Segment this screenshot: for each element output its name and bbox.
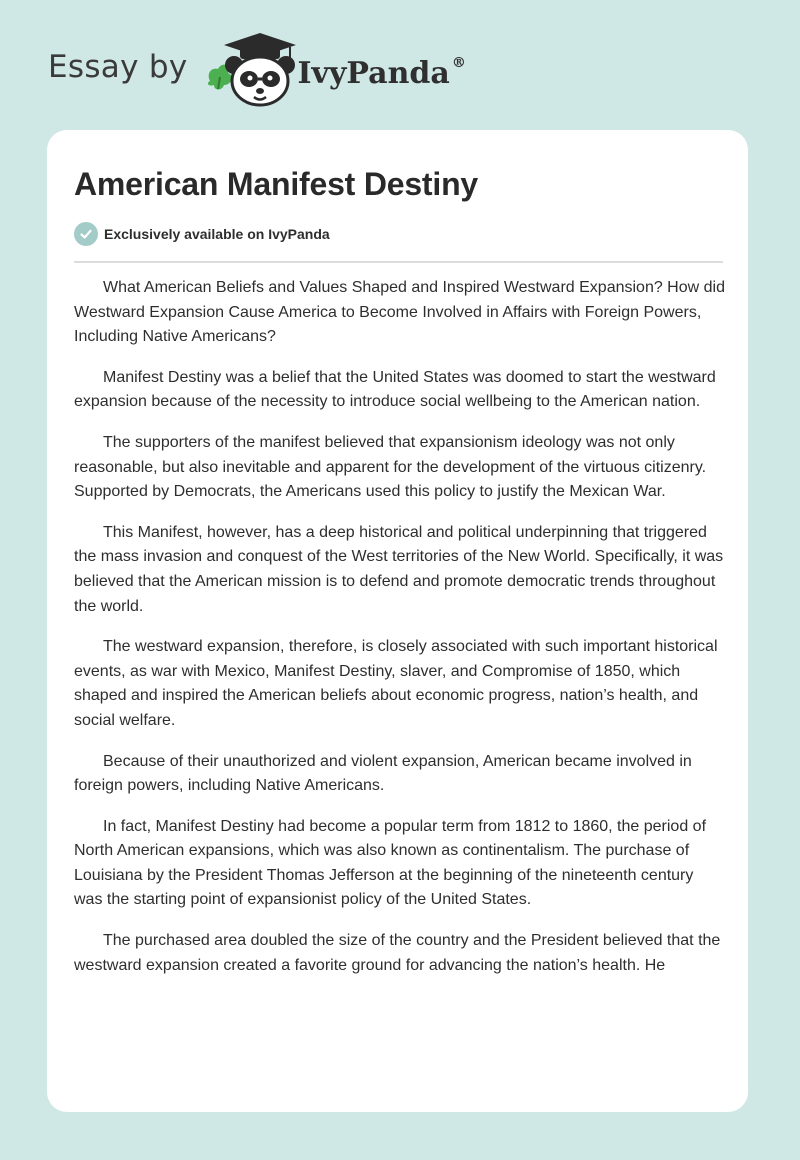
- check-circle-icon: [74, 222, 98, 246]
- brand-name: IvyPanda ®: [297, 55, 466, 91]
- page-title: American Manifest Destiny: [74, 166, 479, 202]
- badge-label: Exclusively available on IvyPanda: [104, 226, 330, 242]
- paragraph: What American Beliefs and Values Shaped and Inspired Westward Expansion? How did Westward Expansion Cause America to Become Involved in Affairs with Foreign Powers, Including Native Americans?: [74, 279, 725, 346]
- paragraph: The supporters of the manifest believed that expansionism ideology was not only reasonable, but also inevitable and apparent for the development of the virtuous citizenry. Supported by Democrats, the Americans used this policy to justify the Mexican War.: [74, 433, 707, 501]
- paragraph: Because of their unauthorized and violent expansion, American became involved in foreign powers, including Native Americans.: [74, 752, 692, 795]
- site-header: [48, 30, 466, 110]
- paragraph: In fact, Manifest Destiny had become a popular term from 1812 to 1860, the period of North American expansions, which was also known as continentalism. The purchase of Louisiana by the President Thomas Jefferson at the beginning of the nineteenth century was the starting point of expansionist policy of the United States.: [74, 817, 707, 909]
- essay-card: [47, 130, 748, 1112]
- essay-by-label: Essay by: [48, 49, 188, 85]
- trademark-symbol: ®: [451, 55, 466, 71]
- exclusive-badge: [74, 222, 330, 246]
- paragraph: This Manifest, however, has a deep historical and political underpinning that triggered the mass invasion and conquest of the West territories of the New World. Specifically, it was believed that the American mission is to defend and promote democratic trends throughout the world.: [74, 523, 724, 615]
- panda-graduate-icon: [204, 31, 296, 109]
- essay-body: [74, 276, 726, 994]
- paragraph: Manifest Destiny was a belief that the United States was doomed to start the westward expansion because of the necessity to introduce social wellbeing to the American nation.: [74, 368, 716, 411]
- divider: [74, 261, 723, 263]
- paragraph: The purchased area doubled the size of the country and the President believed that the westward expansion created a favorite ground for advancing the nation’s health. He: [74, 932, 721, 974]
- paragraph: The westward expansion, therefore, is closely associated with such important historical events, as war with Mexico, Manifest Destiny, slaver, and Compromise of 1850, which shaped and inspired the American beliefs about economic progress, nation’s health, and social welfare.: [74, 638, 718, 729]
